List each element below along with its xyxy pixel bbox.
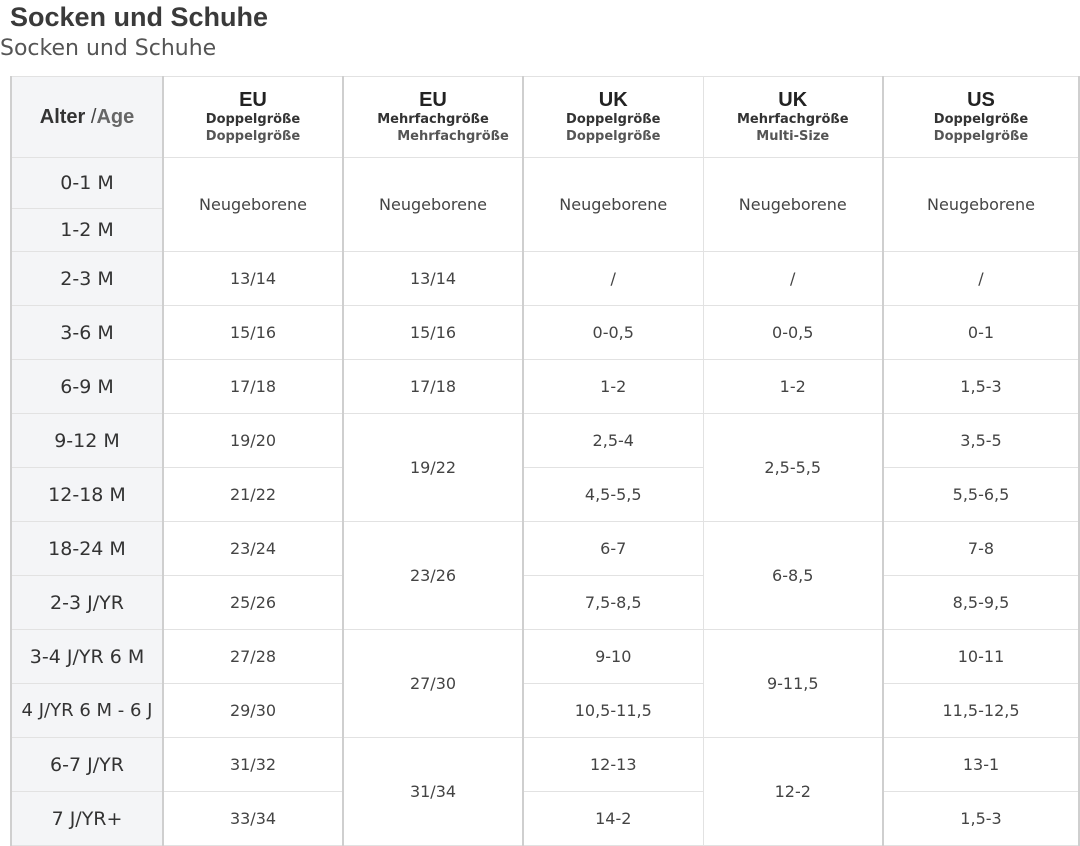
uk-double-cell: 6-7 xyxy=(523,522,703,576)
newborn-cell: Neugeborene xyxy=(883,158,1079,252)
age-header xyxy=(11,77,163,158)
col-header-eu-multi xyxy=(343,77,523,158)
eu-double-cell: 17/18 xyxy=(163,360,343,414)
us-double-cell: 3,5-5 xyxy=(883,414,1079,468)
uk-multi-cell: 12-2 xyxy=(703,738,883,846)
table-row xyxy=(11,738,1079,792)
col-header-main: EU xyxy=(239,89,267,111)
age-cell: 7 J/YR+ xyxy=(11,792,163,846)
size-table xyxy=(10,76,1080,846)
col-header-sub: Doppelgröße xyxy=(566,112,661,127)
us-double-cell: 1,5-3 xyxy=(883,360,1079,414)
age-cell: 12-18 M xyxy=(11,468,163,522)
eu-multi-cell: 31/34 xyxy=(343,738,523,846)
table-row xyxy=(11,414,1079,468)
eu-multi-cell: 17/18 xyxy=(343,360,523,414)
col-header-main: US xyxy=(967,89,995,111)
age-cell: 6-7 J/YR xyxy=(11,738,163,792)
uk-multi-cell: 2,5-5,5 xyxy=(703,414,883,522)
col-header-main: EU xyxy=(419,89,447,111)
table-row xyxy=(11,522,1079,576)
page-title: Socken und Schuhe xyxy=(10,2,269,32)
col-header-sub: Doppelgröße xyxy=(933,129,1029,144)
table-row xyxy=(11,630,1079,684)
age-header-en: Age xyxy=(96,105,135,128)
table-row xyxy=(11,306,1079,360)
eu-double-cell: 29/30 xyxy=(163,684,343,738)
age-cell: 18-24 M xyxy=(11,522,163,576)
age-cell: 2-3 J/YR xyxy=(11,576,163,630)
age-cell: 4 J/YR 6 M - 6 J xyxy=(11,684,163,738)
us-double-cell: 13-1 xyxy=(883,738,1079,792)
age-header-de: Alter xyxy=(39,105,86,128)
eu-multi-cell: 15/16 xyxy=(343,306,523,360)
us-double-cell: 11,5-12,5 xyxy=(883,684,1079,738)
newborn-cell: Neugeborene xyxy=(163,158,343,252)
col-header-sub: Mehrfachgröße xyxy=(377,112,489,127)
uk-double-cell: 1-2 xyxy=(523,360,703,414)
uk-double-cell: 10,5-11,5 xyxy=(523,684,703,738)
newborn-cell: Neugeborene xyxy=(703,158,883,252)
eu-double-cell: 33/34 xyxy=(163,792,343,846)
table-row xyxy=(11,158,1079,209)
col-header-sub: Mehrfachgröße xyxy=(736,112,849,127)
uk-multi-cell: 1-2 xyxy=(703,360,883,414)
uk-double-cell: 0-0,5 xyxy=(523,306,703,360)
col-header-eu-double xyxy=(163,77,343,158)
uk-multi-cell: 0-0,5 xyxy=(703,306,883,360)
uk-multi-cell: 6-8,5 xyxy=(703,522,883,630)
eu-multi-cell: 13/14 xyxy=(343,252,523,306)
age-cell: 1-2 M xyxy=(11,209,163,252)
uk-double-cell: 2,5-4 xyxy=(523,414,703,468)
col-header-sub: Doppelgröße xyxy=(933,112,1029,127)
us-double-cell: 10-11 xyxy=(883,630,1079,684)
age-cell: 3-4 J/YR 6 M xyxy=(11,630,163,684)
age-cell: 9-12 M xyxy=(11,414,163,468)
age-cell: 2-3 M xyxy=(11,252,163,306)
col-header-sub: Mehrfachgröße xyxy=(397,129,509,144)
header-row xyxy=(11,77,1079,158)
uk-double-cell: / xyxy=(523,252,703,306)
col-header-sub: Multi-Size xyxy=(756,129,830,144)
col-header-uk-double xyxy=(523,77,703,158)
table-row xyxy=(11,252,1079,306)
us-double-cell: 7-8 xyxy=(883,522,1079,576)
uk-double-cell: 12-13 xyxy=(523,738,703,792)
age-header-sep: / xyxy=(85,105,97,128)
age-cell: 3-6 M xyxy=(11,306,163,360)
col-header-sub: Doppelgröße xyxy=(205,129,301,144)
eu-multi-cell: 27/30 xyxy=(343,630,523,738)
us-double-cell: 0-1 xyxy=(883,306,1079,360)
age-cell: 0-1 M xyxy=(11,158,163,209)
newborn-cell: Neugeborene xyxy=(523,158,703,252)
table-row xyxy=(11,684,1079,738)
table-row xyxy=(11,576,1079,630)
table-row xyxy=(11,792,1079,846)
col-header-sub: Doppelgröße xyxy=(566,129,661,144)
eu-multi-cell: 23/26 xyxy=(343,522,523,630)
uk-double-cell: 7,5-8,5 xyxy=(523,576,703,630)
uk-double-cell: 14-2 xyxy=(523,792,703,846)
eu-double-cell: 31/32 xyxy=(163,738,343,792)
eu-double-cell: 13/14 xyxy=(163,252,343,306)
uk-double-cell: 9-10 xyxy=(523,630,703,684)
uk-multi-cell: / xyxy=(703,252,883,306)
page-subtitle: Socken und Schuhe xyxy=(0,36,217,61)
size-table-container xyxy=(10,76,1078,842)
col-header-sub: Doppelgröße xyxy=(205,112,301,127)
table-row xyxy=(11,468,1079,522)
us-double-cell: 5,5-6,5 xyxy=(883,468,1079,522)
us-double-cell: 1,5-3 xyxy=(883,792,1079,846)
age-cell: 6-9 M xyxy=(11,360,163,414)
eu-double-cell: 25/26 xyxy=(163,576,343,630)
eu-double-cell: 15/16 xyxy=(163,306,343,360)
col-header-main: UK xyxy=(598,89,628,111)
newborn-cell: Neugeborene xyxy=(343,158,523,252)
us-double-cell: 8,5-9,5 xyxy=(883,576,1079,630)
eu-double-cell: 23/24 xyxy=(163,522,343,576)
eu-double-cell: 27/28 xyxy=(163,630,343,684)
us-double-cell: / xyxy=(883,252,1079,306)
eu-double-cell: 19/20 xyxy=(163,414,343,468)
col-header-main: UK xyxy=(778,89,808,111)
eu-multi-cell: 19/22 xyxy=(343,414,523,522)
col-header-us-double xyxy=(883,77,1079,158)
col-header-uk-multi xyxy=(703,77,883,158)
eu-double-cell: 21/22 xyxy=(163,468,343,522)
uk-double-cell: 4,5-5,5 xyxy=(523,468,703,522)
uk-multi-cell: 9-11,5 xyxy=(703,630,883,738)
table-row xyxy=(11,360,1079,414)
